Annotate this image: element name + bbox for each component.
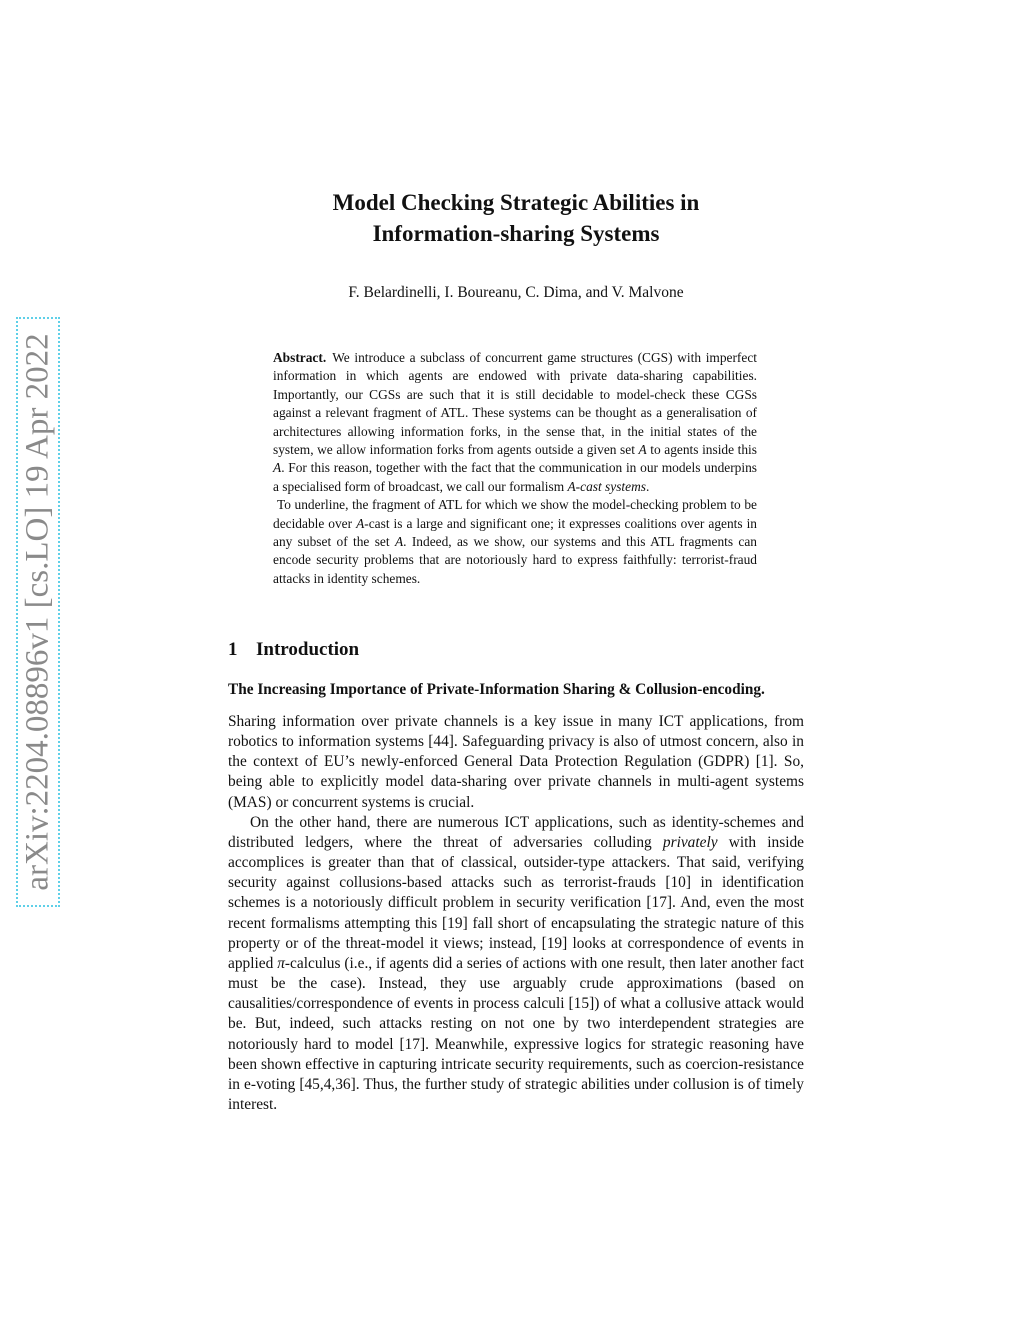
paper-title — [228, 187, 804, 249]
abstract-label: Abstract. — [273, 350, 327, 365]
body-paragraph-2: On the other hand, there are numerous ICT applications, such as identity-schemes and distributed ledgers, where the threat of adversaries colluding privately with inside accomplices is greater than that of classical, outsider-type attackers. That said, verifying security against collusions-based attacks such as terrorist-frauds [10] in identification schemes is a notoriously difficult problem in security verification [17]. And, even the most recent formalisms attempting this [19] fall short of encapsulating the strategic nature of this property or of the threat-model it views; instead, [19] looks at correspondence of events in applied π-calculus (i.e., if agents did a series of actions with one result, then later another fact must be the case). Instead, they use arguably crude approximations (based on causalities/correspondence of events in process calculi [15]) of what a collusive attack would be. But, indeed, such attacks resting on not one by two interdependent strategies are notoriously hard to model [17]. Meanwhile, expressive logics for strategic reasoning have been shown effective in capturing intricate security requirements, such as coercion-resistance in e-voting [45,4,36]. Thus, the further study of strategic abilities under collusion is of timely interest. — [228, 813, 805, 1113]
abstract-paragraph-1: Abstract. We introduce a subclass of concurrent game structures (CGS) with imperfect information in which agents are endowed with private data-sharing capabilities. Importantly, our CGSs are such that it is still decidable to model-check these CGSs against a relevant fragment of ATL. These systems can be thought as a generalisation of architectures allowing information forks, in the sense that, in the initial states of the system, we allow information forks from agents outside a given set A to agents inside this A. For this reason, together with the fact that the communication in our models underpins a specialised form of broadcast, we call our formalism A-cast systems. — [273, 350, 757, 494]
abstract-paragraph-2: To underline, the fragment of ATL for which we show the model-checking problem to be decidable over A-cast is a large and significant one; it expresses coalitions over agents in any subset of the set A. Indeed, as we show, our systems and this ATL fragments can encode security problems that are notoriously hard to express faithfully: terrorist-fraud attacks in identity schemes. — [273, 497, 758, 586]
section-heading — [228, 639, 804, 661]
title-line-2: Information-sharing Systems — [372, 221, 660, 246]
title-line-1: Model Checking Strategic Abilities in — [332, 190, 700, 215]
formalism-term: A-cast systems — [567, 478, 646, 494]
arxiv-side-stamp — [16, 317, 60, 907]
section-title: Introduction — [256, 639, 360, 660]
abstract — [273, 349, 757, 588]
body-text — [228, 712, 804, 1115]
body-paragraph-1: Sharing information over private channels is a key issue in many ICT applications, from robotics to information systems [44]. Safeguarding privacy is also of utmost concern, also in the context of EU’s newly-enforced General Data Protection Regulation (GDPR) [1]. So, being able to explicitly model data-sharing over private channels in multi-agent systems (MAS) or concurrent systems is crucial. — [228, 713, 804, 811]
paragraph-heading: The Increasing Importance of Private-Information Sharing & Collusion-encoding. — [228, 681, 765, 698]
arxiv-identifier: arXiv:2204.08896v1 [cs.LO] 19 Apr 2022 — [19, 333, 56, 891]
section-number: 1 — [228, 639, 238, 660]
author-list: F. Belardinelli, I. Boureanu, C. Dima, and V. Malvone — [348, 284, 684, 301]
